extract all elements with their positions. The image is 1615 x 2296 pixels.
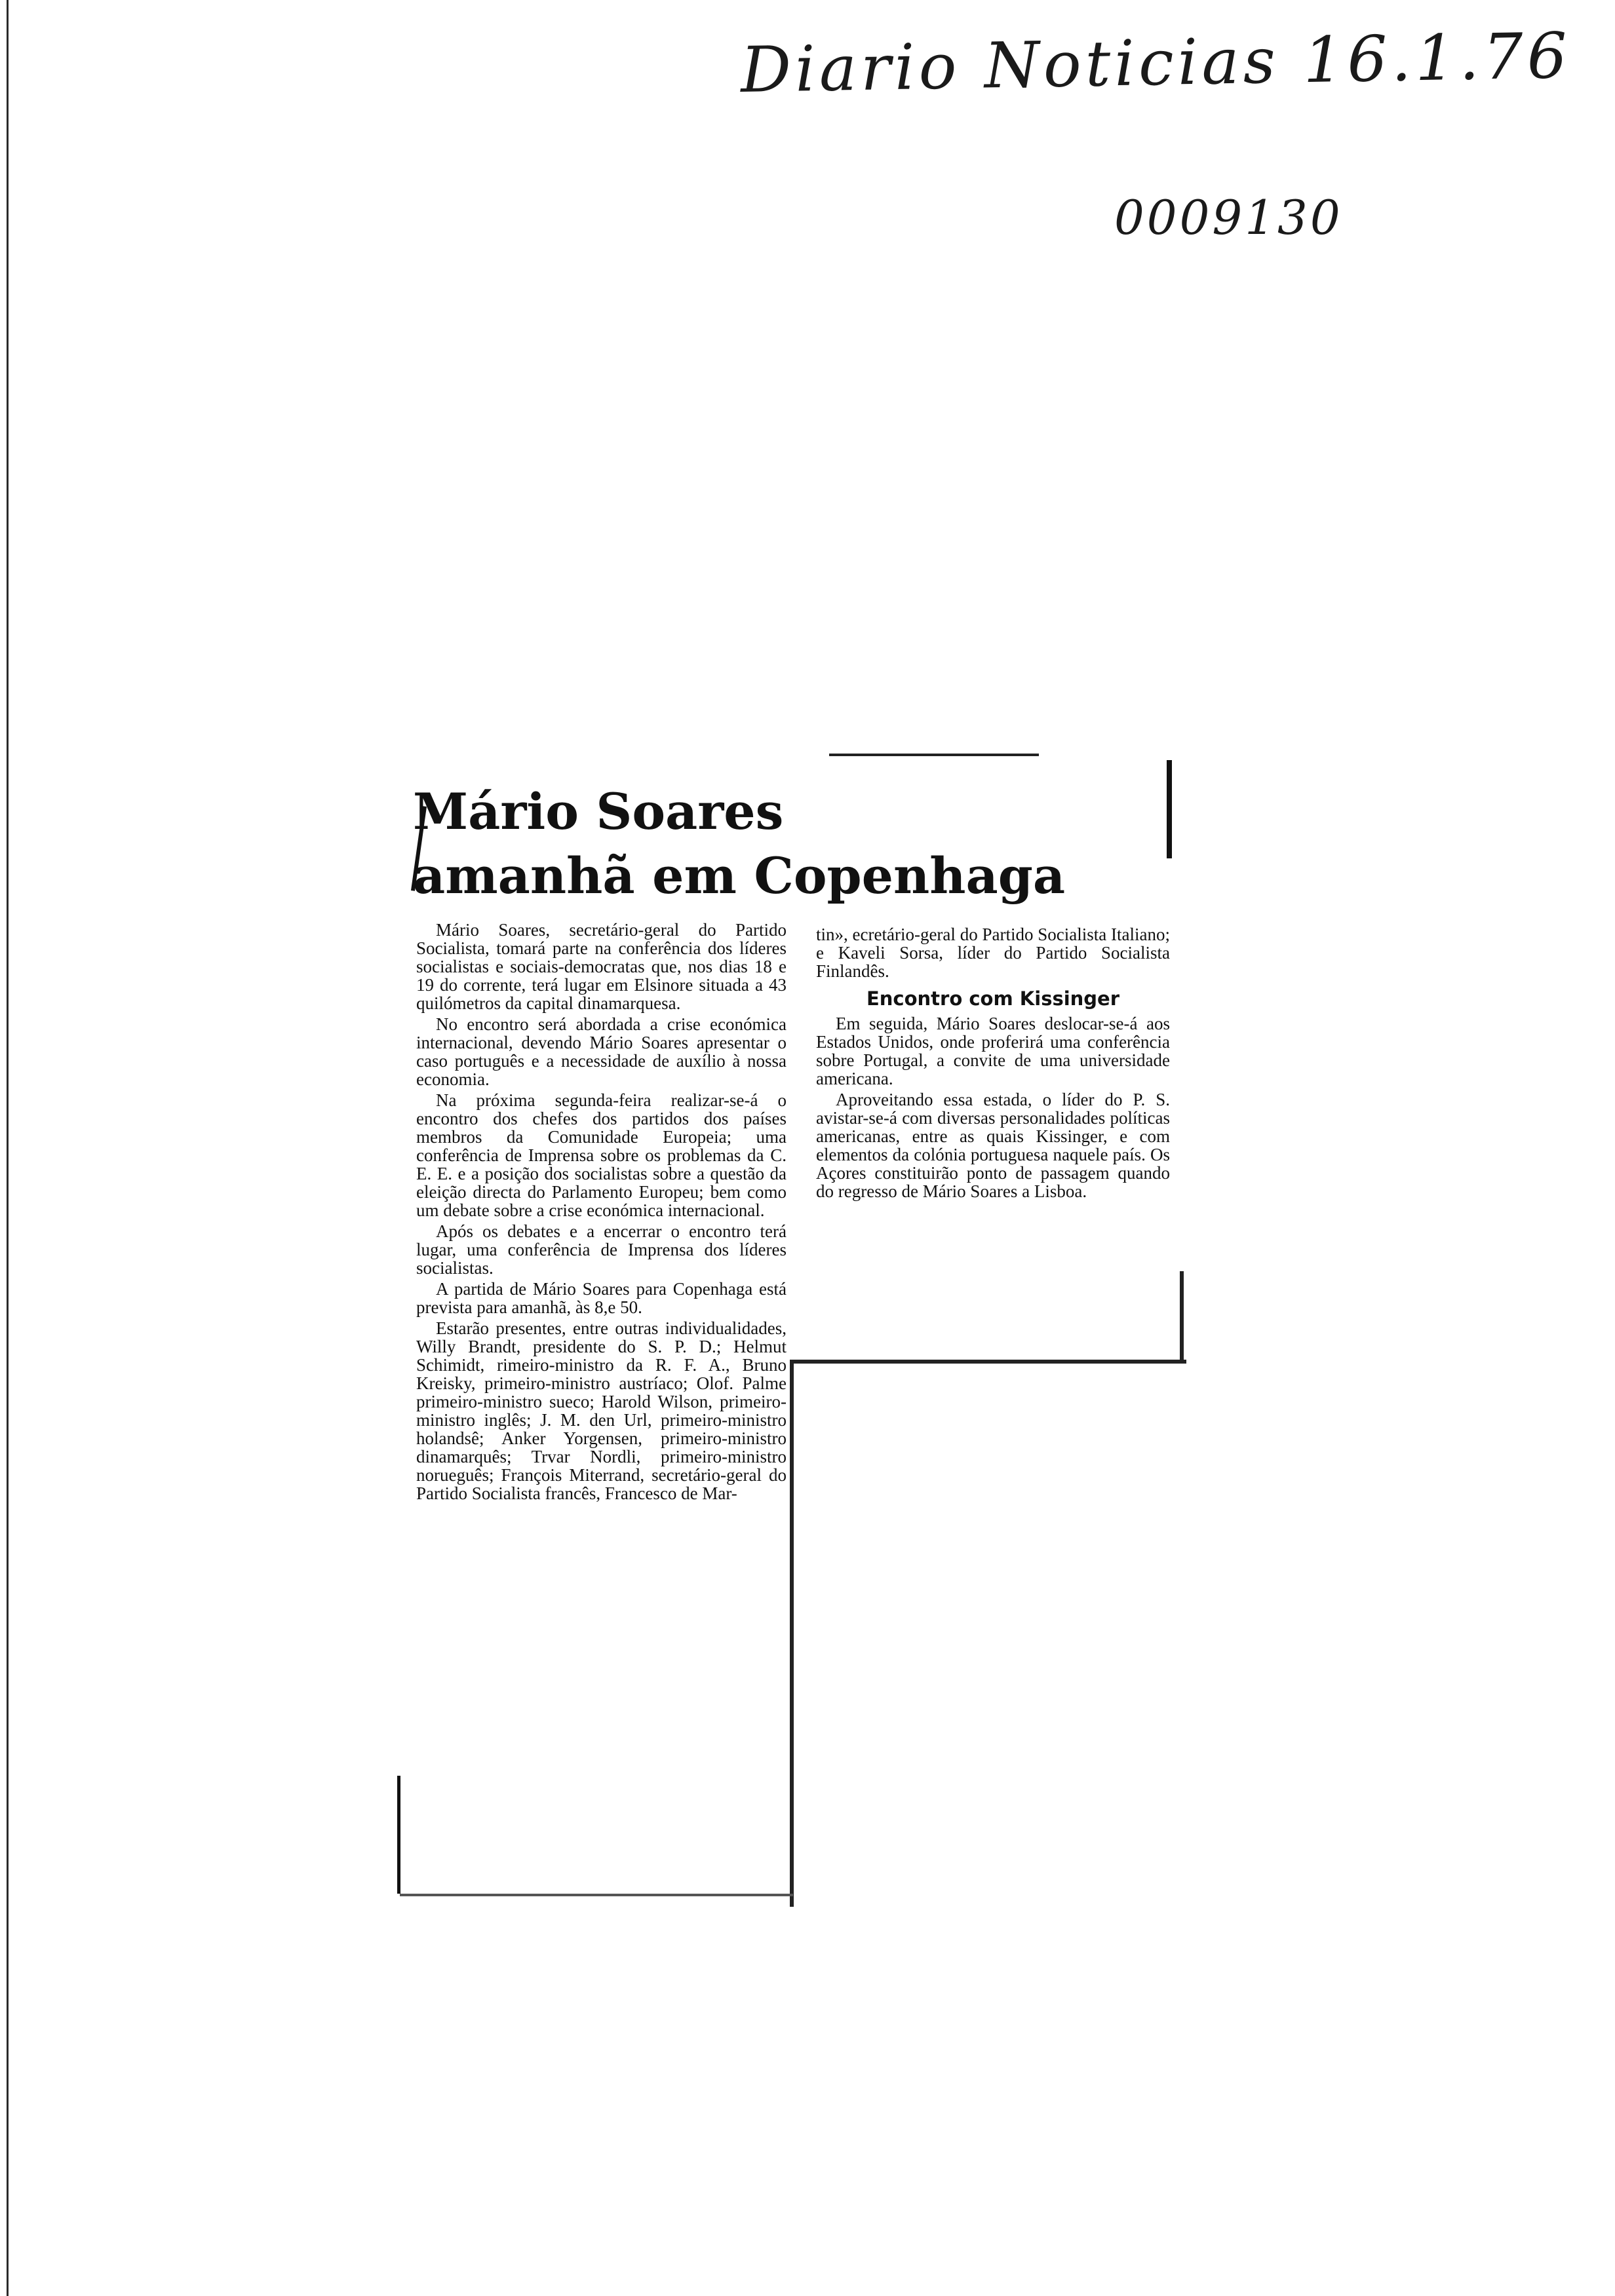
clipping-edge-mark [1167, 760, 1172, 858]
paragraph: Em seguida, Mário Soares deslocar-se-á aos Estados Unidos, onde proferirá uma conferência sobre Portugal, a convite de uma universidade americana. [816, 1014, 1170, 1088]
page-left-edge [7, 0, 9, 2296]
clipping-bottom-rule [400, 1894, 793, 1896]
headline-line-2: amanhã em Copenhaga [413, 847, 1066, 905]
paragraph: Estarão presentes, entre outras individualidades, Willy Brandt, presidente do S. P. D.; Helmut Schimidt, rimeiro-ministro da R. F. A., Bruno Kreisky, primeiro-ministro austríaco; Olof. Palme primeiro-ministro sueco; Harold Wilson, primeiro-ministro inglês; J. M. den Url, primeiro-ministro holandsê; Anker Yorgensen, primeiro-ministro dinamarquês; Trvar Nordli, primeiro-ministro norueguês; François Miterrand, secretário-geral do Partido Socialista francês, Francesco de Mar- [416, 1318, 787, 1503]
paragraph: Aproveitando essa estada, o líder do P. S. avistar-se-á com diversas personalidades políticas americanas, entre as quais Kissinger, e com elementos da colónia portuguesa naquele país. Os Açores constituirão ponto de passagem quando do regresso de Mário Soares a Lisboa. [816, 1090, 1170, 1201]
column-divider [790, 1360, 794, 1907]
newspaper-clipping [393, 754, 1193, 1907]
column-rule [1180, 1271, 1184, 1363]
clipping-edge-mark-low [397, 1776, 400, 1894]
paragraph: No encontro será abordada a crise económica internacional, devendo Mário Soares apresentar o caso português e a necessidade de auxílio à nossa economia. [416, 1014, 787, 1089]
paragraph: Na próxima segunda-feira realizar-se-á o encontro dos chefes dos partidos dos países membros da Comunidade Europeia; uma conferência de Imprensa sobre os problemas da C. E. E. e a posição dos socialistas sobre a questão da eleição directa do Parlamento Europeu; bem como um debate sobre a crise económica internacional. [416, 1090, 787, 1220]
paragraph: Após os debates e a encerrar o encontro terá lugar, uma conferência de Imprensa dos líderes socialistas. [416, 1221, 787, 1278]
paragraph: tin», ecretário-geral do Partido Socialista Italiano; e Kaveli Sorsa, líder do Partido Socialista Finlandês. [816, 925, 1170, 981]
article-left-column [416, 921, 787, 1505]
top-rule [829, 754, 1039, 756]
paragraph: Mário Soares, secretário-geral do Partido Socialista, tomará parte na conferência dos líderes socialistas e sociais-democratas que, nos dias 18 e 19 do corrente, terá lugar em Elsinore situada a 43 quilómetros da capital dinamarquesa. [416, 920, 787, 1013]
headline-line-1: Mário Soares [413, 782, 784, 841]
document-number: 0009130 [1114, 190, 1343, 245]
article-right-column [816, 925, 1170, 1203]
article-headline [413, 780, 1134, 908]
column-bottom-rule [790, 1360, 1186, 1364]
handwritten-header: Diario Noticias 16.1.76 [740, 18, 1572, 107]
article-subheading: Encontro com Kissinger [866, 987, 1120, 1010]
paragraph: A partida de Mário Soares para Copenhaga está prevista para amanhã, às 8,e 50. [416, 1279, 787, 1317]
